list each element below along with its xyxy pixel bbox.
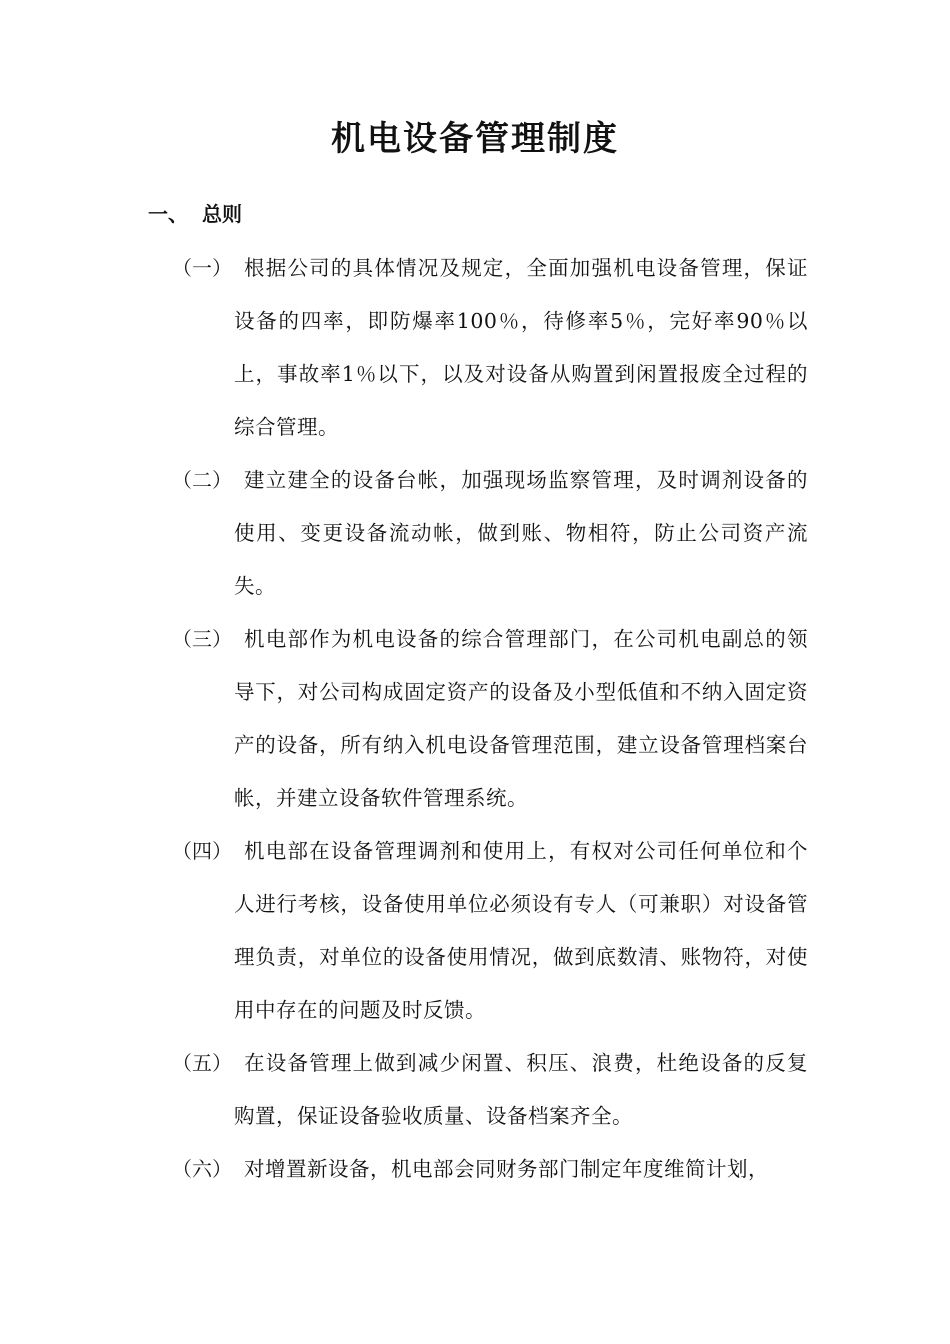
clause-item (172, 825, 808, 1037)
clause-text: 机电部作为机电设备的综合管理部门，在公司机电副总的领导下，对公司构成固定资产的设备及小型低值和不纳入固定资产的设备，所有纳入机电设备管理范围，建立设备管理档案台帐，并建立设备软件管理系统。 (234, 627, 808, 810)
clause-text: 根据公司的具体情况及规定，全面加强机电设备管理，保证设备的四率，即防爆率100％，待修率5％，完好率90％以上，事故率1％以下，以及对设备从购置到闲置报废全过程的综合管理。 (234, 256, 808, 439)
section-number: 一、 (148, 202, 188, 226)
clause-text: 在设备管理上做到减少闲置、积压、浪费，杜绝设备的反复购置，保证设备验收质量、设备档案齐全。 (234, 1051, 808, 1128)
section-heading (148, 196, 242, 232)
document-title: 机电设备管理制度 (331, 119, 619, 159)
clause-number: （五） (172, 1051, 232, 1075)
clause-number: （一） (172, 256, 232, 280)
clause-text: 建立建全的设备台帐，加强现场监察管理，及时调剂设备的使用、变更设备流动帐，做到账、物相符，防止公司资产流失。 (234, 468, 808, 598)
clause-number: （三） (172, 627, 232, 651)
clause-item (172, 1037, 808, 1143)
clause-text: 机电部在设备管理调剂和使用上，有权对公司任何单位和个人进行考核，设备使用单位必须设有专人（可兼职）对设备管理负责，对单位的设备使用情况，做到底数清、账物符，对使用中存在的问题及时反馈。 (234, 839, 808, 1022)
clause-list (172, 242, 808, 1196)
clause-item (172, 1143, 808, 1196)
clause-number: （六） (172, 1157, 232, 1181)
clause-item (172, 242, 808, 454)
clause-item (172, 613, 808, 825)
clause-number: （四） (172, 839, 232, 863)
clause-number: （二） (172, 468, 232, 492)
clause-item (172, 454, 808, 613)
section-title: 总则 (202, 202, 242, 226)
clause-text: 对增置新设备，机电部会同财务部门制定年度维简计划， (244, 1157, 769, 1181)
